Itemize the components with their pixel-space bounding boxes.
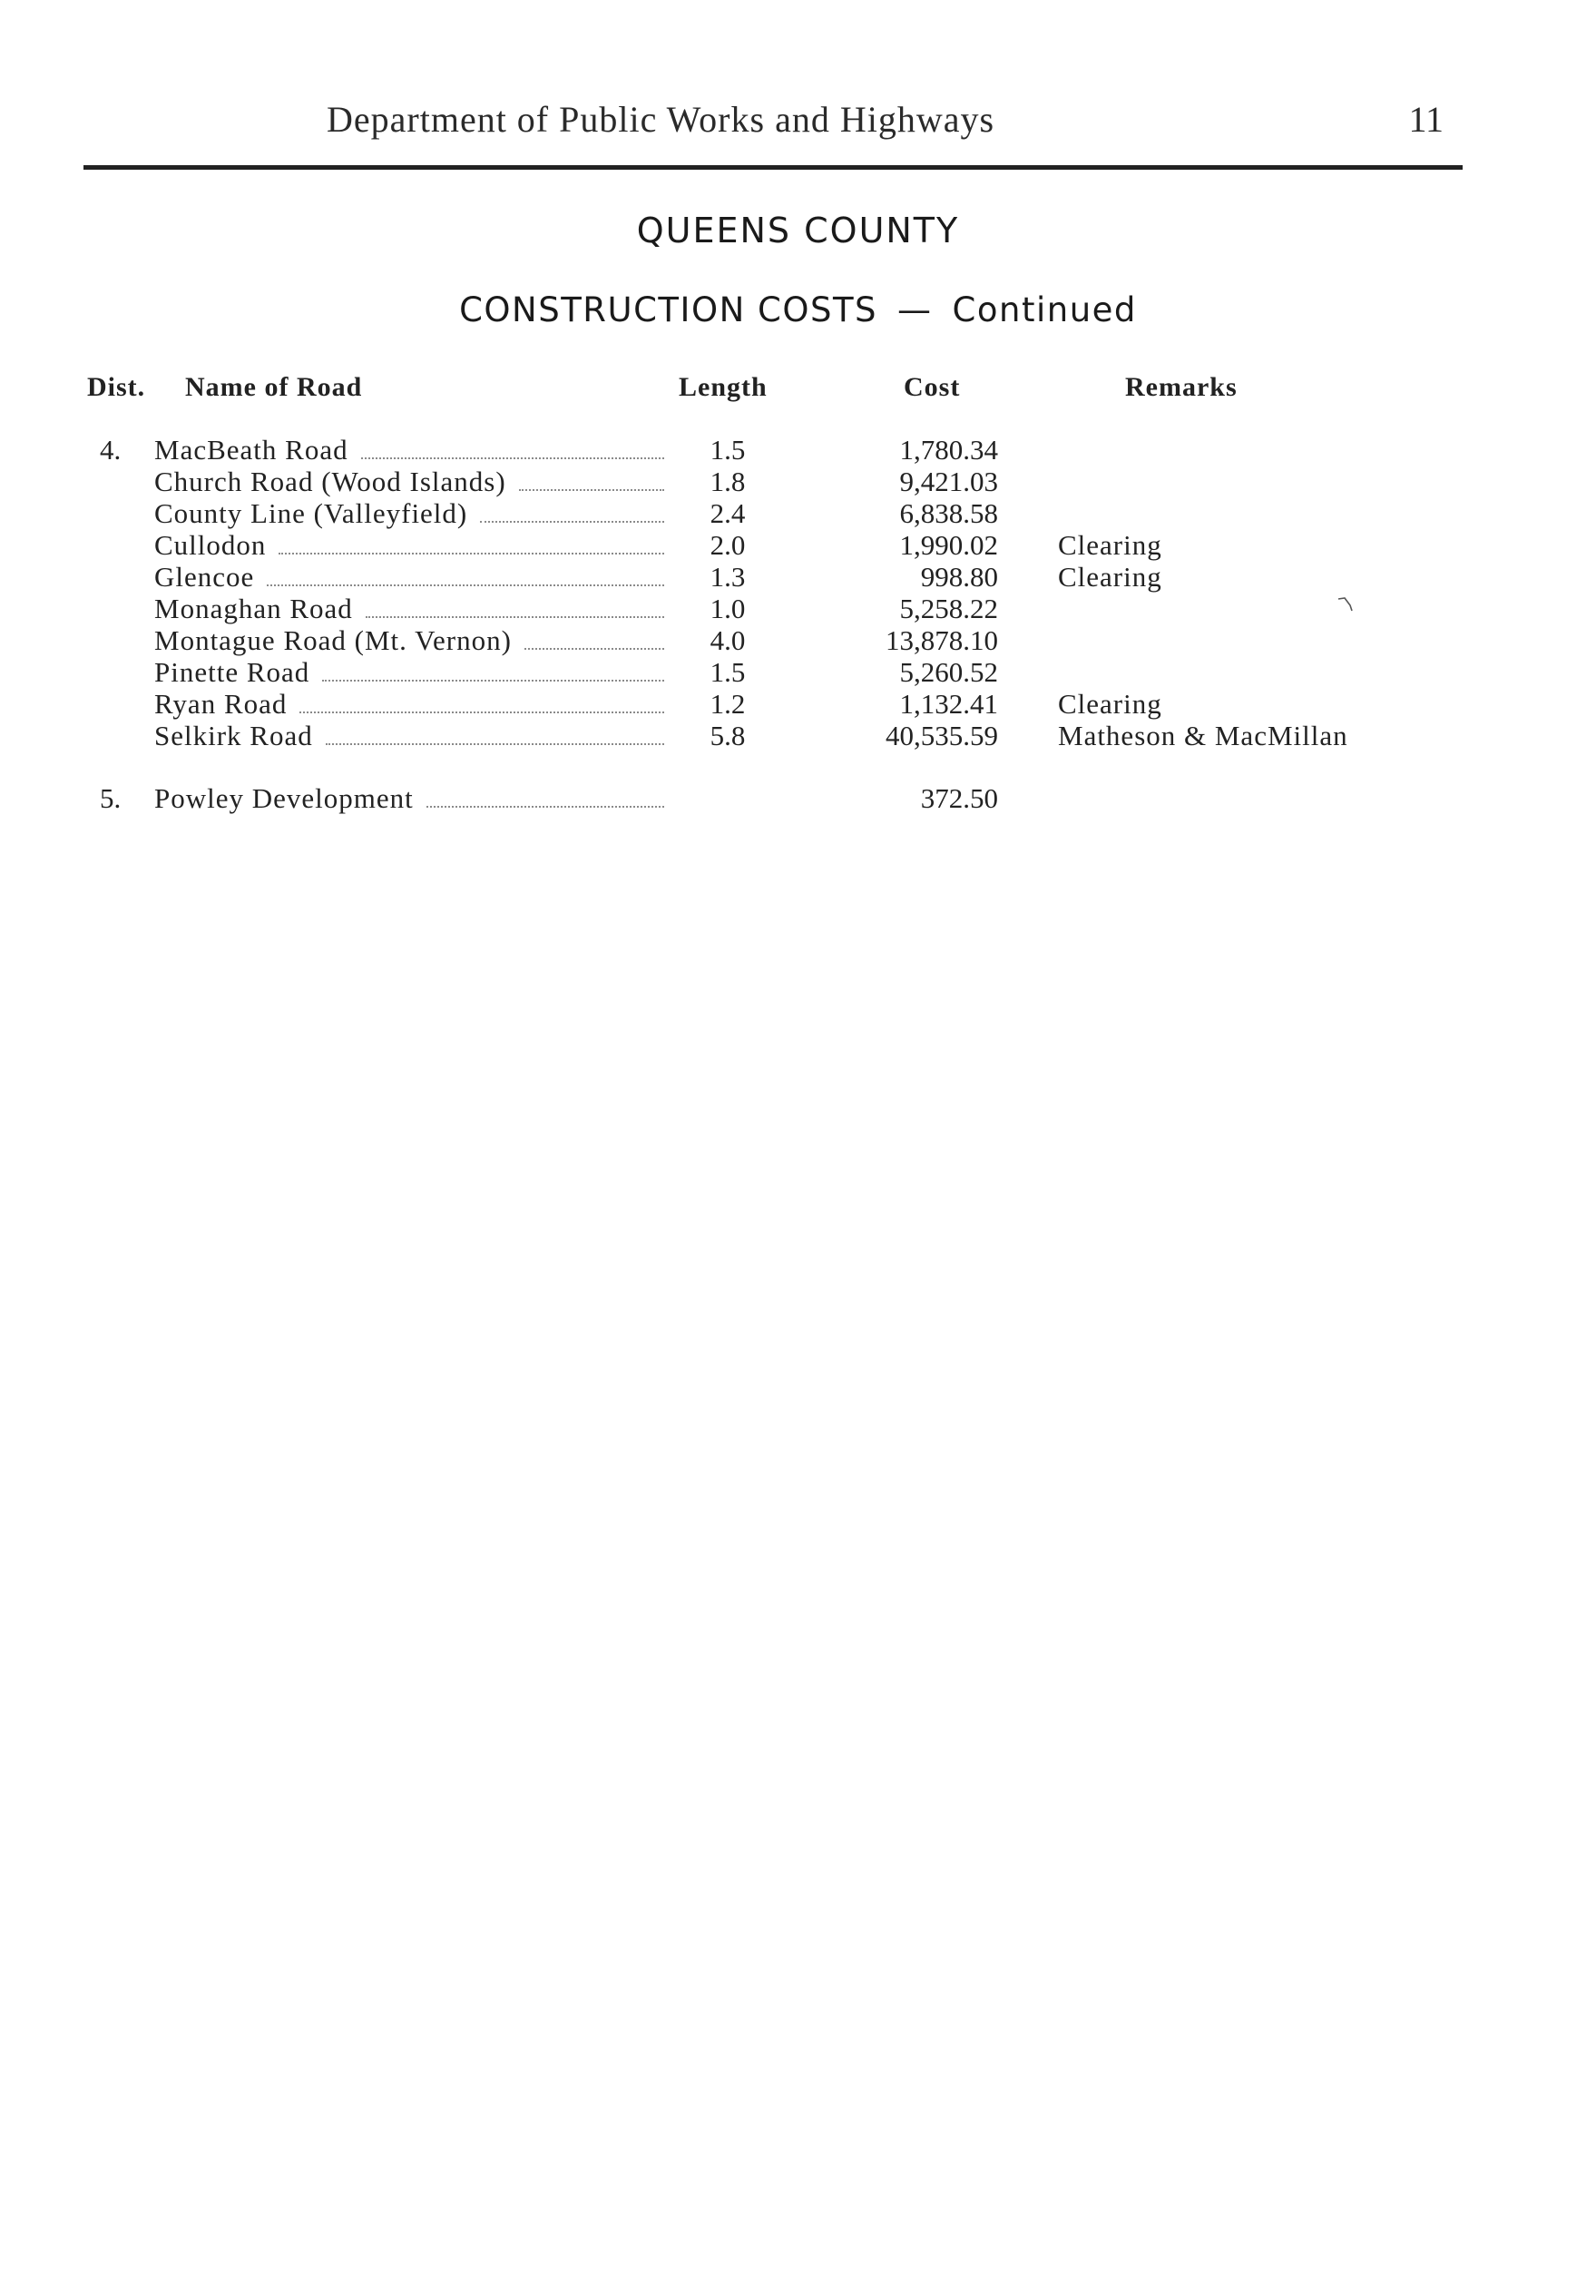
row-length: 1.3 bbox=[710, 561, 746, 593]
county-title: QUEENS COUNTY bbox=[636, 211, 960, 250]
row-name bbox=[154, 782, 664, 815]
table-row bbox=[0, 466, 1596, 497]
dot-leader bbox=[426, 786, 664, 808]
section-title bbox=[0, 290, 1596, 329]
table-row bbox=[0, 561, 1596, 593]
row-name-text: Powley Development bbox=[154, 782, 414, 814]
row-name-text: County Line (Valleyfield) bbox=[154, 497, 468, 529]
row-name bbox=[154, 434, 664, 466]
section-title-suffix: Continued bbox=[952, 290, 1137, 329]
row-length: 1.8 bbox=[710, 466, 746, 497]
row-name bbox=[154, 466, 664, 498]
table-row bbox=[0, 688, 1596, 720]
ink-speck bbox=[1337, 597, 1354, 612]
row-remarks: Matheson & MacMillan bbox=[1058, 720, 1348, 751]
row-dist: 4. bbox=[100, 434, 122, 466]
row-name bbox=[154, 720, 664, 752]
row-length: 1.5 bbox=[710, 434, 746, 466]
row-cost: 998.80 bbox=[920, 561, 998, 593]
row-name bbox=[154, 529, 664, 562]
column-header-length: Length bbox=[679, 372, 768, 402]
dot-leader bbox=[299, 692, 664, 713]
row-cost: 5,260.52 bbox=[899, 656, 998, 688]
table-row bbox=[0, 782, 1596, 814]
row-name bbox=[154, 497, 664, 530]
dot-leader bbox=[480, 501, 664, 523]
table-row bbox=[0, 593, 1596, 624]
table-row bbox=[0, 434, 1596, 466]
row-length: 2.4 bbox=[710, 497, 746, 529]
dot-leader bbox=[361, 437, 664, 459]
row-name bbox=[154, 688, 664, 721]
dot-leader bbox=[267, 564, 664, 586]
row-remarks: Clearing bbox=[1058, 529, 1162, 561]
dot-leader bbox=[322, 660, 664, 682]
row-name bbox=[154, 624, 664, 657]
row-name-text: Montague Road (Mt. Vernon) bbox=[154, 624, 512, 656]
table-row bbox=[0, 497, 1596, 529]
table-row bbox=[0, 656, 1596, 688]
row-name-text: Selkirk Road bbox=[154, 720, 313, 751]
header-rule bbox=[83, 165, 1463, 170]
column-header-cost: Cost bbox=[904, 372, 961, 402]
dot-leader bbox=[366, 596, 664, 618]
column-header-name: Name of Road bbox=[185, 372, 363, 402]
row-length: 1.0 bbox=[710, 593, 746, 624]
row-length: 1.5 bbox=[710, 656, 746, 688]
row-dist: 5. bbox=[100, 782, 122, 814]
row-length: 2.0 bbox=[710, 529, 746, 561]
row-cost: 13,878.10 bbox=[886, 624, 998, 656]
row-cost: 372.50 bbox=[920, 782, 998, 814]
section-title-dash: — bbox=[897, 290, 933, 329]
row-name-text: Ryan Road bbox=[154, 688, 288, 720]
column-header-dist: Dist. bbox=[87, 372, 146, 402]
row-cost: 40,535.59 bbox=[886, 720, 998, 751]
row-name bbox=[154, 593, 664, 625]
row-remarks: Clearing bbox=[1058, 688, 1162, 720]
table-row bbox=[0, 624, 1596, 656]
row-name-text: Pinette Road bbox=[154, 656, 310, 688]
row-length: 5.8 bbox=[710, 720, 746, 751]
cost-table bbox=[0, 434, 1596, 814]
running-head: Department of Public Works and Highways bbox=[327, 99, 995, 140]
row-name-text: Cullodon bbox=[154, 529, 267, 561]
row-cost: 6,838.58 bbox=[899, 497, 998, 529]
section-title-main: CONSTRUCTION COSTS bbox=[459, 290, 878, 329]
dot-leader bbox=[279, 533, 664, 554]
table-row bbox=[0, 720, 1596, 751]
row-name-text: Glencoe bbox=[154, 561, 255, 593]
row-name-text: MacBeath Road bbox=[154, 434, 348, 466]
row-name-text: Monaghan Road bbox=[154, 593, 353, 624]
dot-leader bbox=[519, 469, 664, 491]
table-row bbox=[0, 529, 1596, 561]
row-length: 4.0 bbox=[710, 624, 746, 656]
row-cost: 1,990.02 bbox=[899, 529, 998, 561]
row-remarks: Clearing bbox=[1058, 561, 1162, 593]
row-cost: 1,780.34 bbox=[899, 434, 998, 466]
row-name bbox=[154, 656, 664, 689]
page-number: 11 bbox=[1408, 99, 1444, 140]
row-cost: 5,258.22 bbox=[899, 593, 998, 624]
row-name bbox=[154, 561, 664, 594]
column-header-remarks: Remarks bbox=[1125, 372, 1238, 402]
row-length: 1.2 bbox=[710, 688, 746, 720]
dot-leader bbox=[524, 628, 664, 650]
dot-leader bbox=[326, 723, 664, 745]
row-cost: 9,421.03 bbox=[899, 466, 998, 497]
row-cost: 1,132.41 bbox=[899, 688, 998, 720]
row-name-text: Church Road (Wood Islands) bbox=[154, 466, 506, 497]
